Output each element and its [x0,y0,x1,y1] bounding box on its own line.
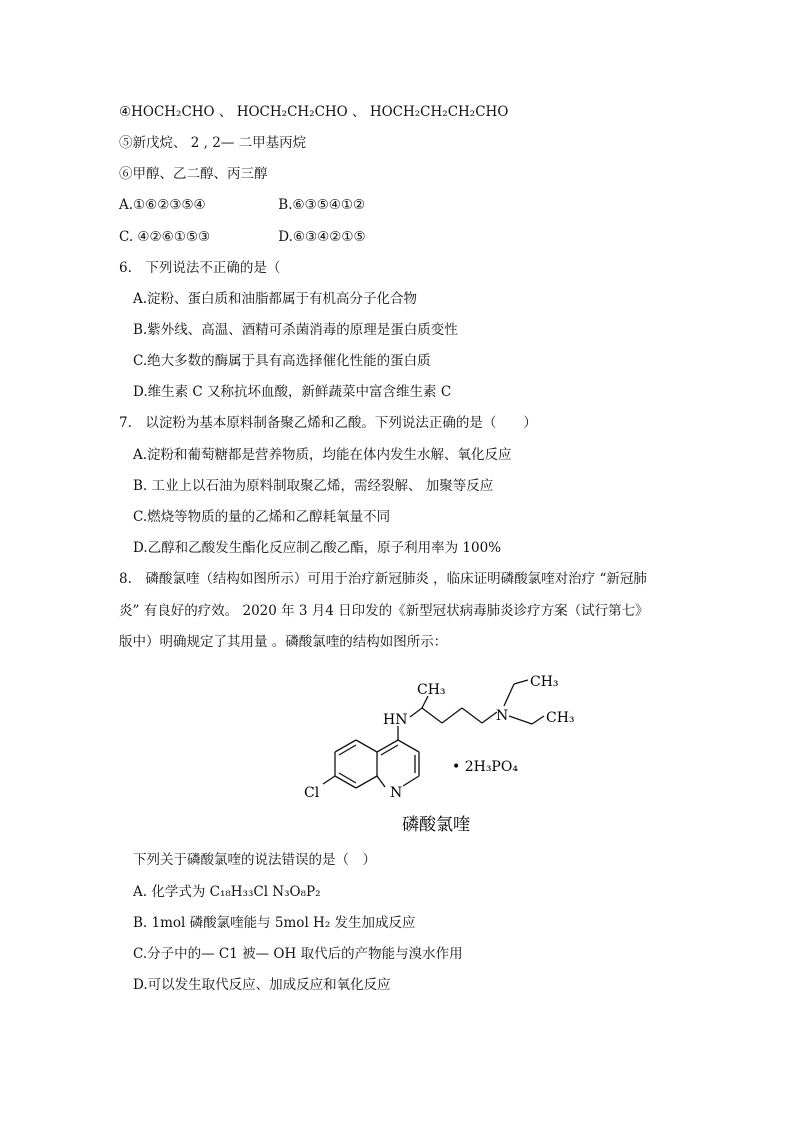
q6-option-b: B.紫外线、高温、酒精可杀菌消毒的原理是蛋白质变性 [133,322,458,338]
line-5: ⑤新戊烷、 2 , 2— 二甲基丙烷 [119,135,307,151]
methyl-ethyl-top-label: CH₃ [530,674,559,690]
q6-option-c: C.绝大多数的酶属于具有高选择催化性能的蛋白质 [133,353,431,369]
methyl-top-label: CH₃ [417,682,446,698]
chloro-label: Cl [304,785,320,801]
q7-option-a: A.淀粉和葡萄糖都是营养物质，均能在体内发生水解、氧化反应 [133,447,512,463]
q7-option-d: D.乙醇和乙酸发生酯化反应制乙酸乙酯，原子利用率为 100% [133,540,502,556]
q5-options-row-2 [119,228,366,246]
chloroquine-phosphate-structure [290,660,590,840]
q8-stem-line-3: 版中）明确规定了其用量 。磷酸氯喹的结构如图所示： [119,634,448,650]
line-4: ④HOCH₂CHO 、 HOCH₂CH₂CHO 、 HOCH₂CH₂CH₂CHO [119,104,509,120]
q5-option-a: A.①⑥②③⑤④ [119,197,206,213]
q5-option-c: C. ④②⑥①⑤③ [119,229,211,245]
amine-nh-label: HN [383,712,408,728]
q6-option-d: D.维生素 C 又称抗坏血酸，新鲜蔬菜中富含维生素 C [133,384,452,400]
q8-option-d: D.可以发生取代反应、加成反应和氧化反应 [133,977,391,993]
tertiary-amine-label: N [496,708,509,724]
ring-nitrogen-label: N [390,785,403,801]
q5-option-d: D.⑥③④②①⑤ [278,229,366,245]
q7-option-b: B. 工业上以石油为原料制取聚乙烯，需经裂解、 加聚等反应 [133,478,494,494]
q7-option-c: C.燃烧等物质的量的乙烯和乙醇耗氧量不同 [133,509,391,525]
line-6: ⑥甲醇、乙二醇、丙三醇 [119,166,268,182]
q5-options-row-1 [119,196,365,214]
q8-option-a: A. 化学式为 C₁₈H₃₃Cl N₃O₈P₂ [133,884,321,900]
methyl-ethyl-right-label: CH₃ [546,710,575,726]
q8-option-c: C.分子中的— C1 被— OH 取代后的产物能与溴水作用 [133,946,463,962]
q8-question: 下列关于磷酸氯喹的说法错误的是（ ） [133,852,376,868]
q8-option-b: B. 1mol 磷酸氯喹能与 5mol H₂ 发生加成反应 [133,915,416,931]
q8-stem-line-2: 炎” 有良好的疗效。 2020 年 3 月4 日印发的《新型冠状病毒肺炎诊疗方案（试行第七》 [119,603,649,619]
structure-caption: 磷酸氯喹 [402,815,470,835]
q8-stem-line-1: 8. 磷酸氯喹（结构如图所示）可用于治疗新冠肺炎 ，临床证明磷酸氯喹对治疗 “新冠肺 [119,571,647,587]
q6-stem: 6. 下列说法不正确的是（ [119,260,281,276]
q7-stem: 7. 以淀粉为基本原料制备聚乙烯和乙酸。下列说法正确的是（ ） [119,415,537,431]
q6-option-a: A.淀粉、蛋白质和油脂都属于有机高分子化合物 [133,291,418,307]
q5-option-b: B.⑥③⑤④①② [278,197,366,213]
phosphate-salt-label: • 2H₃PO₄ [452,759,518,775]
